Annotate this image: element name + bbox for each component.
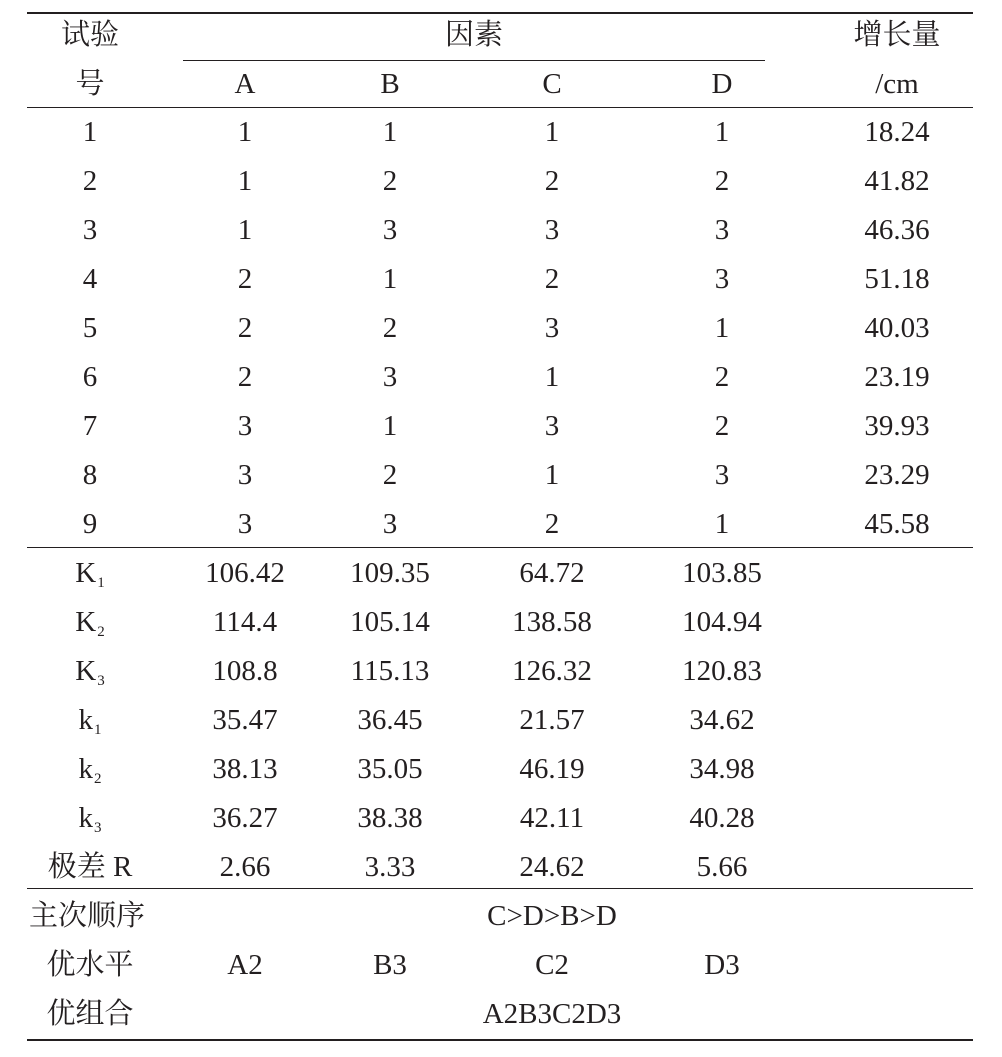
trial-growth: 40.03 — [864, 312, 930, 344]
trial-factor-b: 2 — [382, 165, 398, 197]
trial-number: 1 — [82, 116, 98, 148]
trial-growth: 39.93 — [864, 410, 930, 442]
optimal-level-label: 优水平 — [46, 949, 134, 981]
trial-factor-d: 1 — [714, 312, 730, 344]
trial-number: 2 — [82, 165, 98, 197]
stat-value-a: 36.27 — [212, 802, 278, 834]
trial-number: 9 — [82, 508, 98, 540]
trial-factor-b: 2 — [382, 312, 398, 344]
stats-bottom-rule — [27, 888, 973, 889]
stat-subscript: 2 — [97, 624, 105, 640]
trial-growth: 18.24 — [864, 116, 930, 148]
stat-label — [75, 651, 104, 691]
stat-value-b: 115.13 — [350, 655, 430, 687]
header-factor-c: C — [542, 68, 562, 100]
trial-factor-c: 1 — [544, 459, 560, 491]
trial-growth: 46.36 — [864, 214, 930, 246]
stat-symbol: K — [75, 557, 97, 589]
optimal-combo-value: A2B3C2D3 — [482, 998, 622, 1030]
stat-subscript: 2 — [94, 771, 102, 787]
stat-value-c: 138.58 — [512, 606, 592, 638]
optimal-combo-label: 优组合 — [46, 998, 134, 1030]
header-bottom-rule — [27, 107, 973, 108]
stat-value-a: 106.42 — [205, 557, 285, 589]
trial-factor-c: 1 — [544, 116, 560, 148]
trial-number: 7 — [82, 410, 98, 442]
header-factors: 因素 — [444, 19, 504, 51]
stat-label — [79, 798, 102, 838]
order-label: 主次顺序 — [29, 900, 146, 932]
stat-subscript: 1 — [97, 575, 105, 591]
trial-factor-c: 2 — [544, 165, 560, 197]
stat-value-d: 104.94 — [682, 606, 762, 638]
stat-value-d: 40.28 — [689, 802, 755, 834]
stat-value-a: 108.8 — [212, 655, 278, 687]
header-factor-b: B — [380, 68, 400, 100]
stat-value-b: 3.33 — [364, 851, 416, 883]
trial-factor-d: 1 — [714, 116, 730, 148]
stat-value-c: 126.32 — [512, 655, 592, 687]
stat-label — [79, 700, 102, 740]
stat-value-a: 38.13 — [212, 753, 278, 785]
trial-factor-a: 3 — [237, 459, 253, 491]
trial-factor-d: 3 — [714, 459, 730, 491]
trial-factor-a: 1 — [237, 214, 253, 246]
stat-value-c: 64.72 — [519, 557, 585, 589]
stat-symbol: k — [78, 753, 93, 785]
trial-factor-b: 1 — [382, 263, 398, 295]
trial-factor-b: 1 — [382, 410, 398, 442]
stat-value-d: 34.98 — [689, 753, 755, 785]
optimal-level-d: D3 — [704, 949, 740, 981]
trial-growth: 41.82 — [864, 165, 930, 197]
stat-value-c: 21.57 — [519, 704, 585, 736]
stat-subscript: 1 — [94, 722, 102, 738]
trial-growth: 45.58 — [864, 508, 930, 540]
stat-value-b: 36.45 — [357, 704, 423, 736]
stat-symbol: 极差 R — [47, 851, 133, 883]
trial-number: 8 — [82, 459, 98, 491]
stat-value-c: 46.19 — [519, 753, 585, 785]
trial-factor-c: 2 — [544, 263, 560, 295]
factors-underline — [183, 60, 765, 61]
stat-symbol: k — [78, 704, 93, 736]
stat-value-d: 120.83 — [682, 655, 762, 687]
trial-factor-d: 1 — [714, 508, 730, 540]
trial-factor-d: 2 — [714, 361, 730, 393]
stat-subscript: 3 — [97, 673, 105, 689]
stat-value-b: 105.14 — [350, 606, 430, 638]
trial-factor-b: 2 — [382, 459, 398, 491]
trial-growth: 51.18 — [864, 263, 930, 295]
trial-number: 5 — [82, 312, 98, 344]
trial-factor-c: 3 — [544, 214, 560, 246]
trial-factor-d: 3 — [714, 214, 730, 246]
top-rule — [27, 12, 973, 14]
header-factor-a: A — [234, 68, 256, 100]
trial-growth: 23.19 — [864, 361, 930, 393]
stat-value-c: 24.62 — [519, 851, 585, 883]
bottom-rule — [27, 1039, 973, 1041]
stat-label — [48, 847, 133, 887]
stat-label — [79, 749, 102, 789]
stat-label — [75, 602, 104, 642]
stat-subscript: 3 — [94, 820, 102, 836]
trial-factor-c: 1 — [544, 361, 560, 393]
optimal-level-b: B3 — [373, 949, 407, 981]
stat-value-a: 35.47 — [212, 704, 278, 736]
trial-factor-b: 3 — [382, 361, 398, 393]
trial-factor-b: 3 — [382, 508, 398, 540]
header-trial-no-line1: 试验 — [60, 19, 120, 51]
header-growth-line2: /cm — [875, 68, 919, 100]
optimal-level-a: A2 — [227, 949, 263, 981]
stat-symbol: k — [78, 802, 93, 834]
trial-factor-c: 3 — [544, 410, 560, 442]
stat-value-b: 35.05 — [357, 753, 423, 785]
trial-factor-c: 3 — [544, 312, 560, 344]
trial-growth: 23.29 — [864, 459, 930, 491]
stat-value-d: 5.66 — [696, 851, 748, 883]
trial-factor-a: 3 — [237, 410, 253, 442]
stat-value-a: 2.66 — [219, 851, 271, 883]
trial-number: 3 — [82, 214, 98, 246]
trial-number: 6 — [82, 361, 98, 393]
trial-factor-a: 1 — [237, 116, 253, 148]
trial-number: 4 — [82, 263, 98, 295]
trial-factor-a: 3 — [237, 508, 253, 540]
trial-factor-a: 1 — [237, 165, 253, 197]
header-trial-no-line2: 号 — [75, 68, 105, 100]
stat-value-b: 109.35 — [350, 557, 430, 589]
optimal-level-c: C2 — [535, 949, 569, 981]
stat-value-b: 38.38 — [357, 802, 423, 834]
trial-factor-a: 2 — [237, 312, 253, 344]
trial-factor-a: 2 — [237, 361, 253, 393]
stat-symbol: K — [75, 606, 97, 638]
stat-value-a: 114.4 — [212, 606, 278, 638]
header-growth-line1: 增长量 — [853, 19, 941, 51]
trial-factor-a: 2 — [237, 263, 253, 295]
trial-factor-b: 3 — [382, 214, 398, 246]
stat-symbol: K — [75, 655, 97, 687]
trial-factor-d: 2 — [714, 410, 730, 442]
header-factor-d: D — [711, 68, 733, 100]
data-bottom-rule — [27, 547, 973, 548]
stat-value-c: 42.11 — [519, 802, 585, 834]
stat-label — [75, 553, 104, 593]
trial-factor-b: 1 — [382, 116, 398, 148]
stat-value-d: 103.85 — [682, 557, 762, 589]
trial-factor-c: 2 — [544, 508, 560, 540]
order-value: C>D>B>D — [487, 900, 617, 932]
trial-factor-d: 2 — [714, 165, 730, 197]
stat-value-d: 34.62 — [689, 704, 755, 736]
trial-factor-d: 3 — [714, 263, 730, 295]
